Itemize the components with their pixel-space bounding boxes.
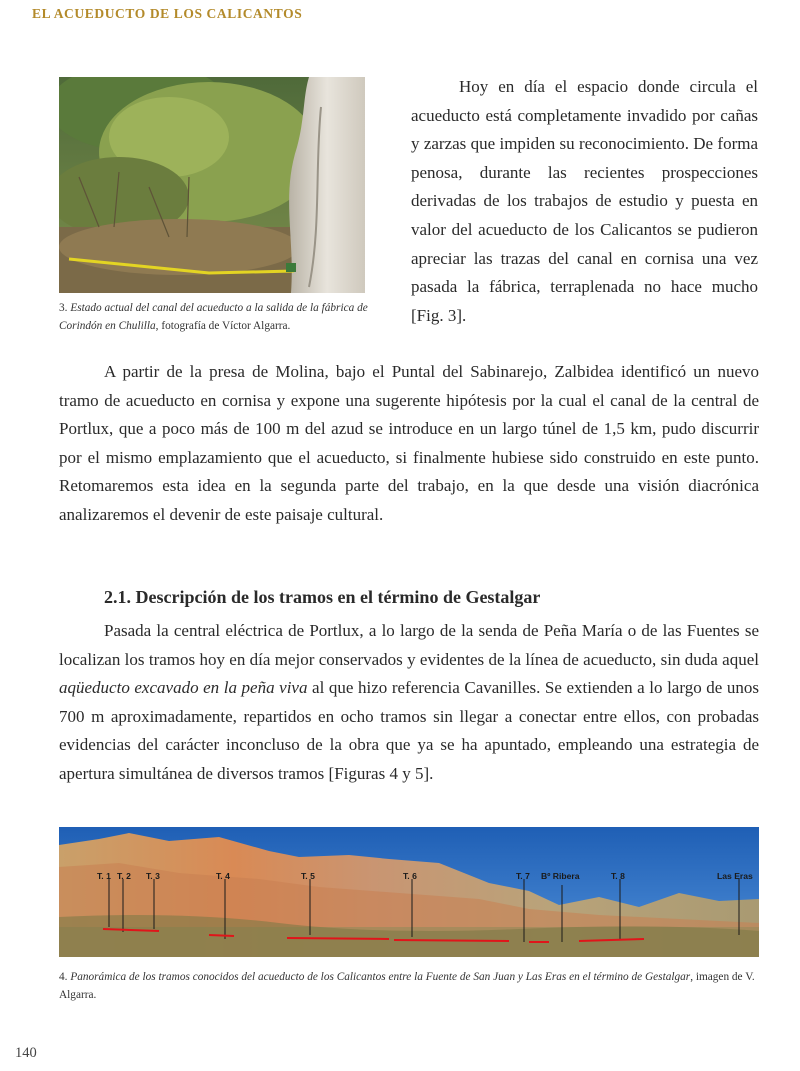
paragraph-1-block	[59, 358, 759, 530]
page-number: 140	[15, 1045, 37, 1061]
figure-3-caption-italic: Estado actual del canal del acueducto a la salida de la fábrica de Corindón en Chulilla	[59, 302, 368, 332]
label-t1: T. 1	[97, 871, 111, 881]
figure-4-caption-credit: , imagen de V. Algarra.	[59, 971, 755, 1001]
figure-3-number: 3.	[59, 302, 68, 314]
running-title: EL ACUEDUCTO DE LOS CALICANTOS	[32, 6, 303, 21]
wrap-paragraph: Hoy en día el espacio donde circula el acueducto está completamente invadido por cañas y zarzas que impiden su reconocimiento. De forma penosa, durante las recientes prospecciones derivadas de los trabajos de estudio y puesta en valor del acueducto de los Calicantos se pudieron apreciar las trazas del canal en cornisa una vez pasada la fábrica, terraplenada no hace mucho [Fig. 3].	[411, 77, 758, 325]
paragraph-2-quote: aqüeducto excavado en la peña viva	[59, 678, 308, 698]
figure-4-panorama	[59, 827, 759, 957]
figure-4-number: 4.	[59, 971, 68, 983]
figure-3-photo	[59, 77, 365, 293]
label-t3: T. 3	[146, 871, 160, 881]
section-title: 2.1. Descripción de los tramos en el término de Gestalgar	[104, 587, 541, 607]
label-t4: T. 4	[216, 871, 230, 881]
paragraph-2-part-a: Pasada la central eléctrica de Portlux, a lo largo de la senda de Peña María o de las Fuentes se localizan los tramos hoy en día mejor conservados y evidentes de la línea de acueducto, sin duda aquel	[59, 621, 759, 669]
figure-4-caption	[59, 968, 759, 1004]
figure-4-caption-italic: Panorámica de los tramos conocidos del acueducto de los Calicantos entre la Fuente de San Juan y Las Eras en el término de Gestalgar	[70, 971, 691, 983]
label-t6: T. 6	[403, 871, 417, 881]
label-t5: T. 5	[301, 871, 315, 881]
label-las-eras: Las Eras	[717, 871, 753, 881]
label-t2: T. 2	[117, 871, 131, 881]
figure-3-caption-credit: , fotografía de Víctor Algarra.	[155, 320, 291, 332]
paragraph-2	[59, 617, 759, 789]
label-bo-ribera: Bº Ribera	[541, 871, 580, 881]
wrap-column	[411, 73, 758, 330]
paragraph-2-block	[59, 617, 759, 789]
paragraph-2-part-b: al que hizo referencia Cavanilles. Se extienden a lo largo de unos 700 m aproximadamente, repartidos en ocho tramos sin llegar a conectar entre ellos, con probadas evidencias del carácter inconcluso de la obra que ya se ha apuntado, empleando una estrategia de apertura simultánea de diversos tramos [Figuras 4 y 5].	[59, 678, 759, 783]
paragraph-1: A partir de la presa de Molina, bajo el Puntal del Sabinarejo, Zalbidea identificó un nuevo tramo de acueducto en cornisa y expone una sugerente hipótesis por la cual el canal de la central de Portlux, que a poco más de 100 m del azud se introduce en un largo túnel de 1,5 km, pudo discurrir por el mismo emplazamiento que el acueducto, si finalmente hubiese sido construido en este punto. Retomaremos esta idea en la segunda parte del trabajo, en la que desde una visión diacrónica analizaremos el devenir de este paisaje cultural.	[59, 362, 759, 524]
figure-3-caption	[59, 299, 379, 335]
label-t8: T. 8	[611, 871, 625, 881]
label-t7: T. 7	[516, 871, 530, 881]
